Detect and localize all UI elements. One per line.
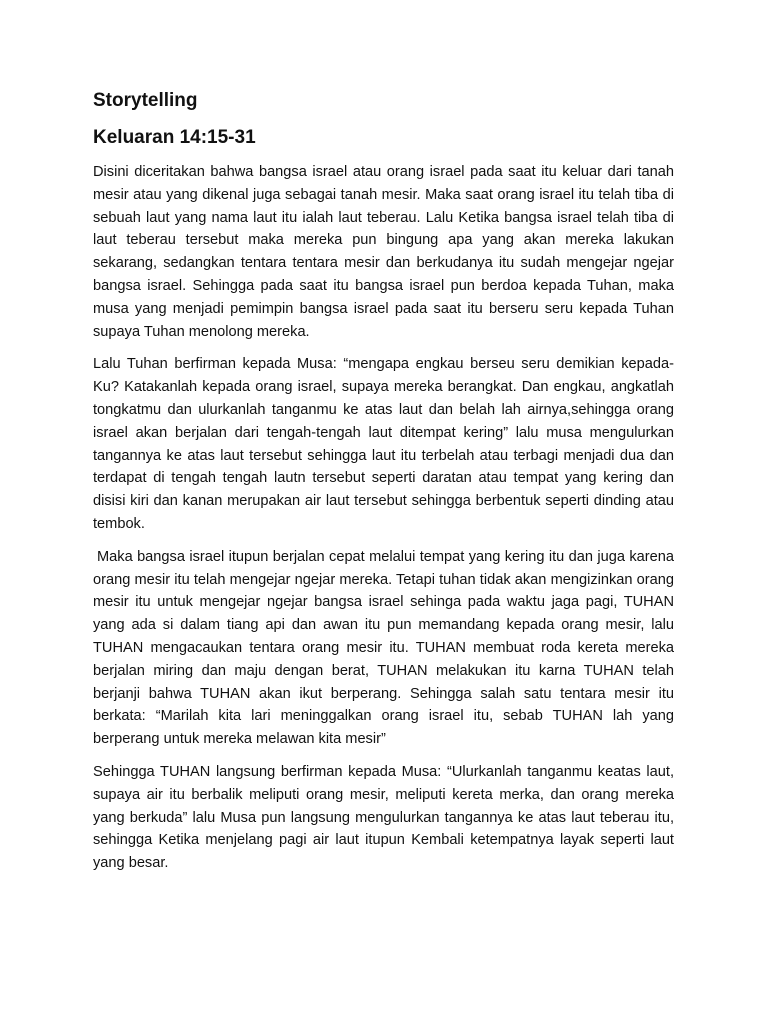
paragraph-3: Maka bangsa israel itupun berjalan cepat melalui tempat yang kering itu dan juga karena orang mesir itu telah mengejar ngejar mereka. Tetapi tuhan tidak akan mengizinkan orang mesir itu untuk mengejar ngejar bangsa israel sehinga pada waktu jaga pagi, TUHAN yang ada si dalam tiang api dan awan itu pun memandang kepada orang mesir, lalu TUHAN mengacaukan tentara orang mesir itu. TUHAN membuat roda kereta mereka berjalan miring dan maju dengan berat, TUHAN melakukan itu karna TUHAN telah berjanji bahwa TUHAN akan ikut berperang. Sehingga salah satu tentara mesir itu berkata: “Marilah kita lari meninggalkan orang israel itu, sebab TUHAN lah yang berperang untuk mereka melawan kita mesir” [93, 548, 674, 748]
document-subtitle: Keluaran 14:15-31 [93, 127, 256, 148]
document-page [93, 88, 674, 885]
paragraph-2: Lalu Tuhan berfirman kepada Musa: “mengapa engkau berseu seru demikian kepada-Ku? Katakanlah kepada orang israel, supaya mereka berangkat. Dan engkau, angkatlah tongkatmu dan ulurkanlah tanganmu ke atas laut dan belah lah airnya,sehingga orang israel akan berjalan dari tengah-tengah laut ditempat kering” lalu musa mengulurkan tangannya ke atas laut tersebut sehingga laut itu terbelah atau terbagi menjadi dua dan terdapat di tengah tengah lautn tersebut seperti daratan atau tempat yang kering dan disisi kiri dan kanan merupakan air laut tersebut sehingga berbentuk seperti dinding atau tembok. [93, 356, 674, 532]
document-title: Storytelling [93, 90, 198, 111]
paragraph-1: Disini diceritakan bahwa bangsa israel atau orang israel pada saat itu keluar dari tanah mesir atau yang dikenal juga sebagai tanah mesir. Maka saat orang israel itu telah tiba di sebuah laut yang nama laut itu ialah laut teberau. Lalu Ketika bangsa israel telah tiba di laut teberau tersebut maka mereka pun bingung apa yang akan mereka lakukan sekarang, sedangkan tentara tentara mesir dan berkudanya itu sudah mengejar ngejar bangsa israel. Sehingga pada saat itu bangsa israel pun berdoa kepada Tuhan, maka musa yang menjadi pemimpin bangsa israel pada saat itu berseru seru kepada Tuhan supaya Tuhan menolong mereka. [93, 164, 674, 340]
paragraph-4: Sehingga TUHAN langsung berfirman kepada Musa: “Ulurkanlah tanganmu keatas laut, supaya air itu berbalik meliputi orang mesir, meliputi kereta merka, dan orang mereka yang berkuda” lalu Musa pun langsung mengulurkan tangannya ke atas laut teberau itu, sehingga Ketika menjelang pagi air laut itupun Kembali ketempatnya layak seperti laut yang besar. [93, 763, 674, 872]
